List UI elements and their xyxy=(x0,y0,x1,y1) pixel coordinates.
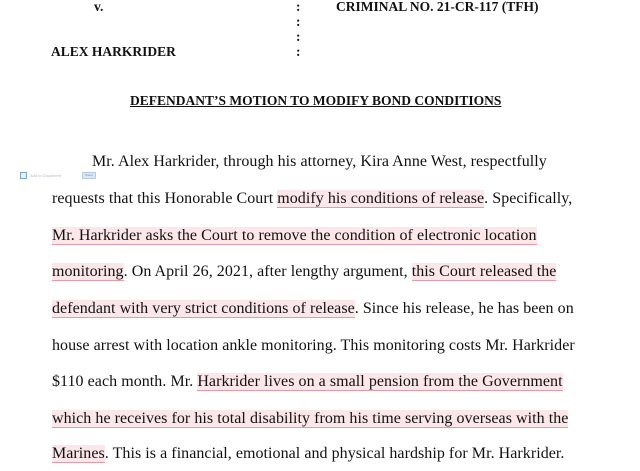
body-text: requests that this Honorable Court xyxy=(52,190,278,207)
motion-title: DEFENDANT’S MOTION TO MODIFY BOND CONDITIONS xyxy=(130,93,502,108)
versus-label: v. xyxy=(94,0,104,14)
highlighted-text[interactable]: Mr. Harkrider asks the Court to remove the condition of electronic location xyxy=(52,227,537,244)
body-text: . Since his release, he has been on xyxy=(354,300,574,317)
body-line-7 xyxy=(52,373,563,391)
annotation-checkbox[interactable] xyxy=(20,172,27,179)
annotation-button[interactable]: Share xyxy=(82,172,96,179)
highlighted-text[interactable]: Harkrider lives on a small pension from the Government xyxy=(197,373,563,390)
highlighted-text[interactable]: Marines xyxy=(52,445,105,462)
highlighted-text[interactable]: this Court released the xyxy=(411,263,557,280)
body-text: . This is a financial, emotional and physical hardship for Mr. Harkrider. xyxy=(104,445,565,462)
body-text: . On April 26, 2021, after lengthy argument, xyxy=(123,263,412,280)
body-line-9 xyxy=(52,445,564,463)
body-line-4 xyxy=(52,263,556,281)
highlighted-text[interactable]: which he receives for his total disability from his time serving overseas with the xyxy=(52,410,569,427)
body-text: $110 each month. Mr. xyxy=(52,373,198,390)
caption-colon: : xyxy=(296,0,301,14)
highlighted-text[interactable]: defendant with very strict conditions of release xyxy=(52,300,355,317)
body-text: Mr. Alex Harkrider, through his attorney, Kira Anne West, respectfully xyxy=(92,153,547,170)
caption-colon: : xyxy=(296,29,301,44)
body-line-2 xyxy=(52,190,572,208)
body-line-3 xyxy=(52,227,537,245)
body-line-6 xyxy=(52,337,575,355)
annotation-widget[interactable] xyxy=(20,171,140,180)
defendant-name: ALEX HARKRIDER xyxy=(51,44,176,59)
caption-colon: : xyxy=(296,44,301,59)
highlighted-text[interactable]: modify his conditions of release xyxy=(277,190,485,207)
body-line-5 xyxy=(52,300,574,318)
body-text: . Specifically, xyxy=(484,190,573,207)
highlighted-text[interactable]: monitoring xyxy=(52,263,124,280)
case-number: CRIMINAL NO. 21-CR-117 (TFH) xyxy=(336,0,539,14)
body-line-1 xyxy=(92,153,547,171)
caption-colon: : xyxy=(296,14,301,29)
body-text: house arrest with location ankle monitoring. This monitoring costs Mr. Harkrider xyxy=(52,337,575,354)
annotation-label: Add to Document xyxy=(30,173,61,178)
body-line-8 xyxy=(52,410,568,428)
